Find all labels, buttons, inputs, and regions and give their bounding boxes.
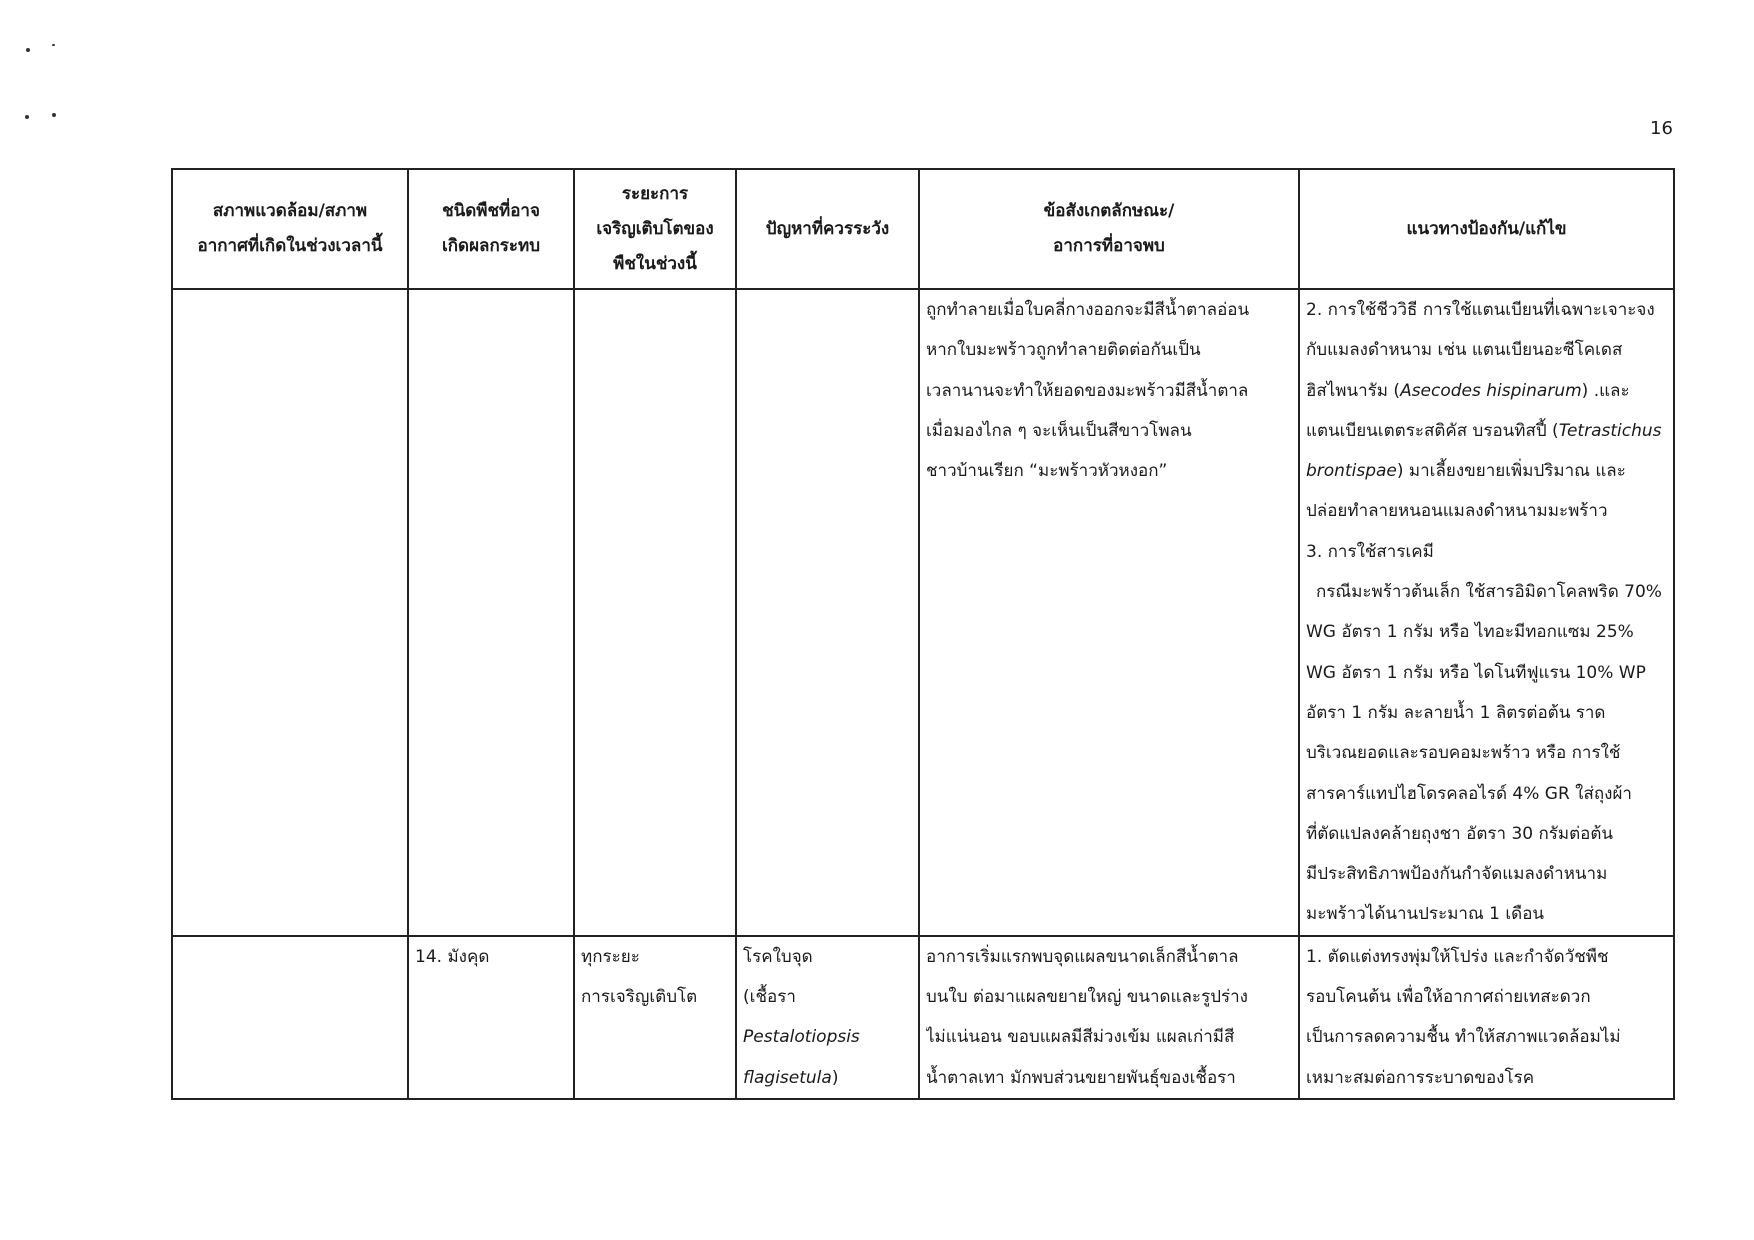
cell-environment (172, 289, 408, 936)
header-solution: แนวทางป้องกัน/แก้ไข (1299, 169, 1674, 289)
scan-mark (52, 44, 55, 46)
solution-line-species-2: แตนเบียนเตตระสติคัส บรอนทิสปี้ (Tetrastichus (1306, 420, 1662, 441)
cell-problem (736, 289, 919, 936)
scan-mark (26, 48, 30, 52)
cell-stage (574, 289, 736, 936)
cell-plant: 14. มังคุด (408, 936, 574, 1099)
table-row (172, 936, 1674, 1099)
header-environment: สภาพแวดล้อม/สภาพ อากาศที่เกิดในช่วงเวลานี้ (172, 169, 408, 289)
cell-observation: ถูกทำลายเมื่อใบคลี่กางออกจะมีสีน้ำตาลอ่อน หากใบมะพร้าวถูกทำลายติดต่อกันเป็น เวลานานจะทำให้ยอดของมะพร้าวมีสีน้ำตาล เมื่อมองไกล ๆ จะเห็นเป็นสีขาวโพลน ชาวบ้านเรียก “มะพร้าวหัวหงอก” (919, 289, 1299, 936)
cell-solution: 2. การใช้ชีววิธี การใช้แตนเบียนที่เฉพาะเจาะจง กับแมลงดำหนาม เช่น แตนเบียนอะซีโคเดส ฮิสไพนารัม (Asecodes hispinarum) .และ แตนเบียนเตตระสติคัส บรอนทิสปี้ (Tetrastichus brontispae) มาเลี้ยงขยายเพิ่มปริมาณ และ ปล่อยทำลายหนอนแมลงดำหนามมะพร้าว 3. การใช้สารเคมี กรณีมะพร้าวต้นเล็ก ใช้สารอิมิดาโคลพริด 70% WG อัตรา 1 กรัม หรือ ไทอะมีทอกแซม 25% WG อัตรา 1 กรัม หรือ ไดโนทีฟูแรน 10% WP อัตรา 1 กรัม ละลายน้ำ 1 ลิตรต่อต้น ราด บริเวณยอดและรอบคอมะพร้าว หรือ การใช้ สารคาร์แทปไฮโดรคลอไรด์ 4% GR ใส่ถุงผ้า ที่ตัดแปลงคล้ายถุงชา อัตรา 30 กรัมต่อต้น มีประสิทธิภาพป้องกันกำจัดแมลงดำหนาม มะพร้าวได้นานประมาณ 1 เดือน (1299, 289, 1674, 936)
page-number: 16 (1650, 118, 1673, 139)
header-observation: ข้อสังเกตลักษณะ/ อาการที่อาจพบ (919, 169, 1299, 289)
cell-solution: 1. ตัดแต่งทรงพุ่มให้โปร่ง และกำจัดวัชพืช รอบโคนต้น เพื่อให้อากาศถ่ายเทสะดวก เป็นการลดความชื้น ทำให้สภาพแวดล้อมไม่ เหมาะสมต่อการระบาดของโรค (1299, 936, 1674, 1099)
solution-line-species-1: ฮิสไพนารัม (Asecodes hispinarum) .และ (1306, 380, 1630, 401)
scan-mark (25, 115, 29, 119)
cell-environment (172, 936, 408, 1099)
cell-problem: โรคใบจุด (เชื้อรา Pestalotiopsis flagisetula) (736, 936, 919, 1099)
header-plant-type: ชนิดพืชที่อาจ เกิดผลกระทบ (408, 169, 574, 289)
table-row (172, 289, 1674, 936)
header-problem: ปัญหาที่ควรระวัง (736, 169, 919, 289)
cell-plant (408, 289, 574, 936)
header-growth-stage: ระยะการ เจริญเติบโตของ พืชในช่วงนี้ (574, 169, 736, 289)
table-header-row (172, 169, 1674, 289)
cell-stage: ทุกระยะ การเจริญเติบโต (574, 936, 736, 1099)
solution-line-species-2b: brontispae) มาเลี้ยงขยายเพิ่มปริมาณ และ (1306, 461, 1626, 482)
scan-mark (52, 113, 56, 117)
cell-observation: อาการเริ่มแรกพบจุดแผลขนาดเล็กสีน้ำตาล บนใบ ต่อมาแผลขยายใหญ่ ขนาดและรูปร่าง ไม่แน่นอน ขอบแผลมีสีม่วงเข้ม แผลเก่ามีสี น้ำตาลเทา มักพบส่วนขยายพันธุ์ของเชื้อรา (919, 936, 1299, 1099)
pest-management-table (171, 168, 1675, 1100)
